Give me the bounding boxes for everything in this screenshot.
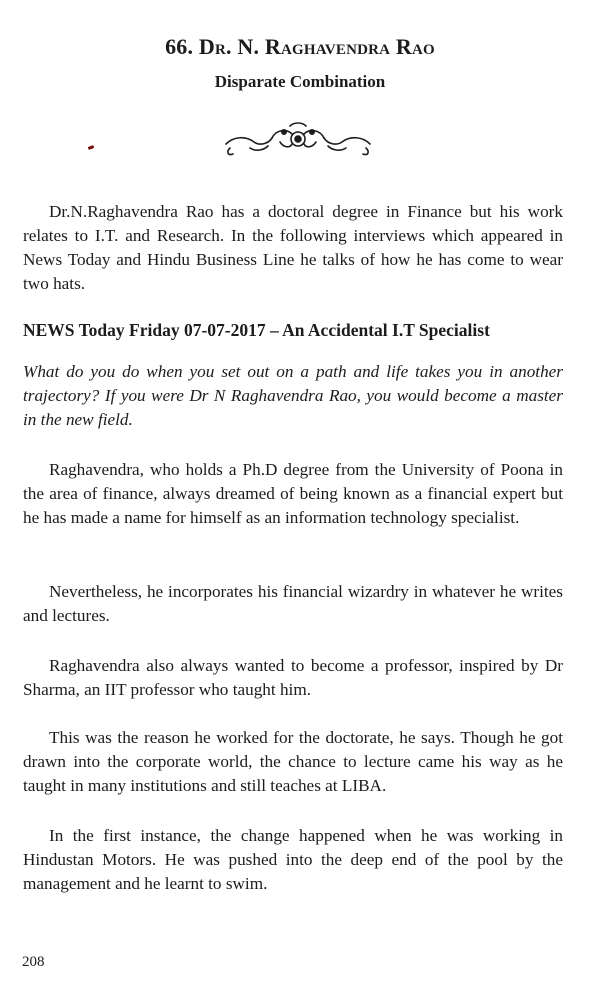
chapter-subtitle: Disparate Combination xyxy=(214,72,386,91)
chapter-title xyxy=(0,34,600,60)
decorative-scroll-icon xyxy=(220,118,376,160)
chapter-title-text: 66. Dr. N. Raghavendra Rao xyxy=(165,34,435,59)
body-paragraph: Raghavendra also always wanted to become a professor, inspired by Dr Sharma, an IIT professor who taught him. xyxy=(23,656,563,699)
intro-paragraph: Dr.N.Raghavendra Rao has a doctoral degree in Finance but his work relates to I.T. and Research. In the following interviews which appeared in News Today and Hindu Business Line he talks of how he has come to wear two hats. xyxy=(23,202,563,293)
body-paragraph: In the first instance, the change happened when he was working in Hindustan Motors. He was pushed into the deep end of the pool by the management and he learnt to swim. xyxy=(23,826,563,893)
page-number: 208 xyxy=(22,954,45,970)
italic-lead: What do you do when you set out on a path and life takes you in another trajectory? If you were Dr N Raghavendra Rao, you would become a master in the new field. xyxy=(23,362,563,429)
body-paragraph: This was the reason he worked for the doctorate, he says. Though he got drawn into the corporate world, the chance to lecture came his way as he taught in many institutions and still teaches at LIBA. xyxy=(23,728,563,795)
body-paragraph: Raghavendra, who holds a Ph.D degree from the University of Poona in the area of finance, always dreamed of being known as a financial expert but he has made a name for himself as an information technology specialist. xyxy=(23,460,563,527)
article-heading: NEWS Today Friday 07-07-2017 – An Accidental I.T Specialist xyxy=(23,320,490,340)
stray-ink-mark xyxy=(88,145,95,150)
body-paragraph: Nevertheless, he incorporates his financial wizardry in whatever he writes and lectures. xyxy=(23,582,563,625)
